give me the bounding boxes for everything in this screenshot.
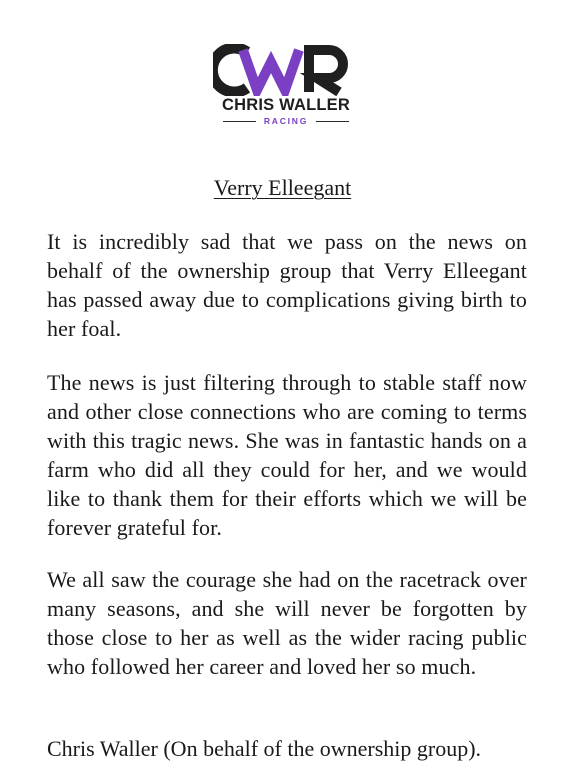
- logo-subtitle-row: [213, 116, 359, 126]
- logo-name: CHRIS WALLER: [222, 96, 350, 114]
- paragraph-2: The news is just filtering through to stable staff now and other close connections who are coming to terms with this tragic news. She was in fantastic hands on a farm who did all they could for her, and we would like to thank them for their efforts which we will be forever grateful for.: [47, 370, 527, 540]
- statement-title: Verry Elleegant: [213, 175, 352, 200]
- logo-rule-left: [223, 121, 256, 122]
- cwr-monogram: [213, 44, 359, 96]
- paragraph-3: We all saw the courage she had on the racetrack over many seasons, and she will never be forgotten by those close to her as well as the wider racing public who followed her career and loved her so much.: [47, 567, 527, 679]
- logo-rule-right: [316, 121, 349, 122]
- chris-waller-racing-logo: [213, 44, 359, 128]
- logo-subtitle: RACING: [263, 116, 309, 126]
- signature: Chris Waller (On behalf of the ownership group).: [47, 736, 482, 761]
- paragraph-1: It is incredibly sad that we pass on the news on behalf of the ownership group that Verry Elleegant has passed away due to complications giving birth to her foal.: [47, 229, 527, 341]
